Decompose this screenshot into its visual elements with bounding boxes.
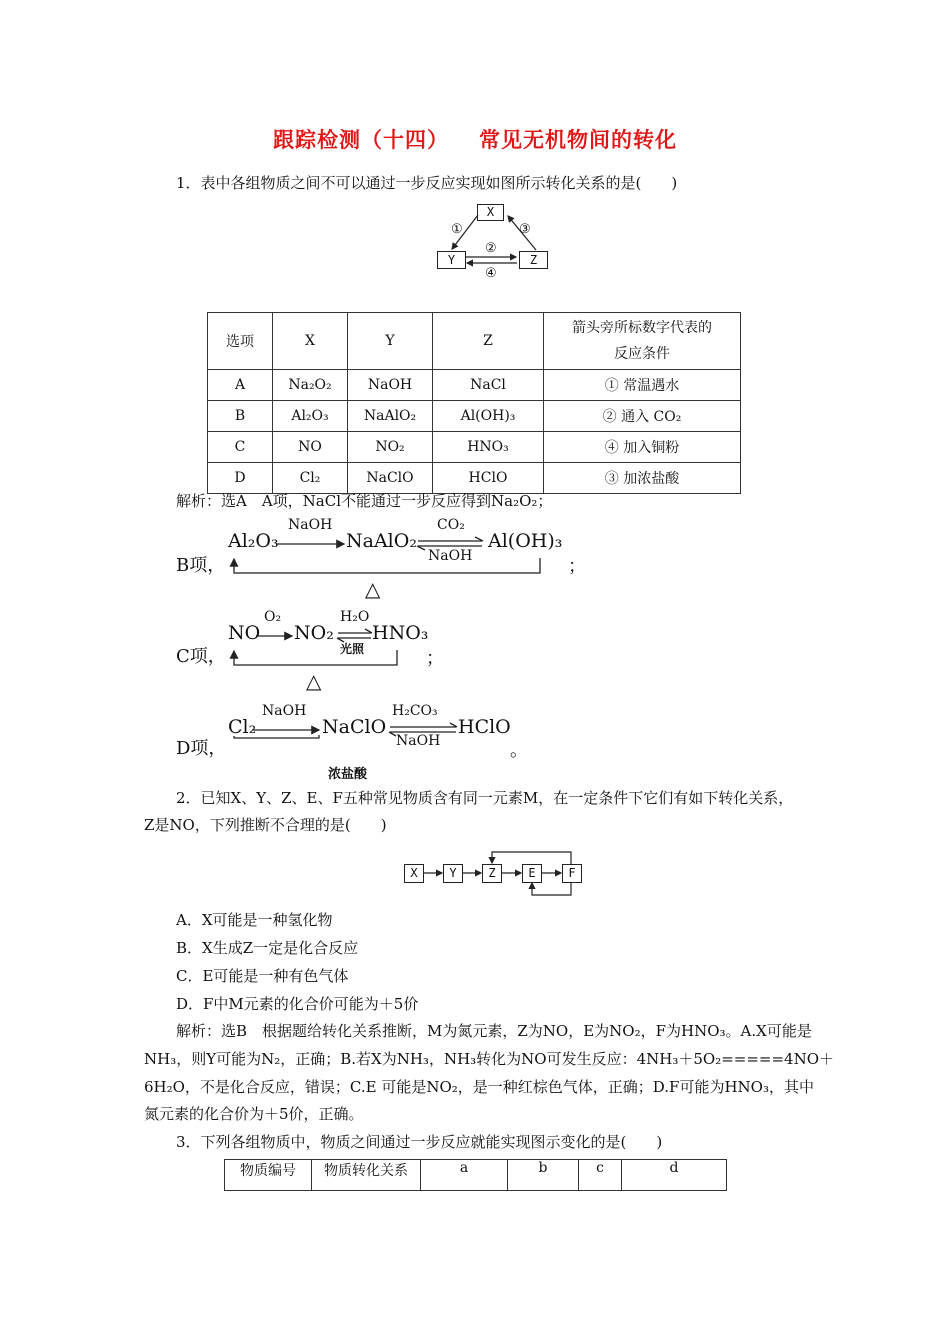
cell: B [208, 401, 273, 432]
eq-b-s2: NaAlO₂ [346, 530, 417, 552]
th-relation: 物质转化关系 [312, 1160, 421, 1191]
box-x: X [404, 864, 424, 883]
th-a: a [421, 1160, 508, 1191]
q2-flow-arrows [400, 835, 590, 905]
box-y: Y [437, 251, 466, 269]
eq-d-c2top: H₂CO₃ [392, 703, 438, 719]
label-2: ② [485, 241, 497, 256]
title-part1: 跟踪检测（十四） [273, 127, 449, 152]
cell: ① 常温遇水 [544, 370, 741, 401]
cell: A [208, 370, 273, 401]
table-row [208, 370, 741, 401]
q3-stem: 3．下列各组物质中，物质之间通过一步反应就能实现图示变化的是( ) [176, 1133, 663, 1151]
cell: Al₂O₃ [273, 401, 348, 432]
q3-table [224, 1159, 727, 1191]
box-e: E [522, 864, 542, 883]
th-d: d [622, 1160, 727, 1191]
q1-stem: 1．表中各组物质之间不可以通过一步反应实现如图所示转化关系的是( ) [176, 174, 678, 192]
q2-option-d: D．F中M元素的化合价可能为＋5价 [176, 995, 419, 1013]
th-b: b [508, 1160, 579, 1191]
cell: Al(OH)₃ [433, 401, 544, 432]
eq-b-s1: Al₂O₃ [228, 530, 279, 552]
q2-option-a: A．X可能是一种氢化物 [176, 911, 333, 929]
eq-d-s1: Cl₂ [228, 716, 257, 738]
q2-analysis-line2: NH₃，则Y可能为N₂，正确；B.若X为NH₃，NH₃转化为NO可发生反应：4NH₃＋5O₂=====4NO＋ [144, 1050, 835, 1068]
th-x: X [273, 313, 348, 370]
q2-analysis-line4: 氮元素的化合价为＋5价，正确。 [144, 1105, 364, 1123]
eq-d-label: D项， [176, 738, 227, 759]
eq-c-s1: NO [228, 622, 261, 644]
eq-c-s2: NO₂ [294, 622, 334, 644]
cell: Na₂O₂ [273, 370, 348, 401]
label-4: ④ [485, 266, 497, 281]
th-condition-line1: 箭头旁所标数字代表的 [572, 320, 712, 336]
cell: HClO [433, 463, 544, 494]
eq-d-c2bot: NaOH [396, 733, 441, 749]
eq-c-c2bot: 光照 [340, 642, 365, 656]
cell: NaOH [348, 370, 433, 401]
eq-d-c1: NaOH [262, 703, 307, 719]
eq-d-back-cond: 浓盐酸 [328, 767, 368, 782]
cell: ③ 加浓盐酸 [544, 463, 741, 494]
eq-c-s3: HNO₃ [372, 622, 429, 644]
q2-analysis-line1: 解析：选B 根据题给转化关系推断，M为氮元素，Z为NO，E为NO₂，F为HNO₃。A.X可能是 [176, 1022, 812, 1040]
th-item-number: 物质编号 [225, 1160, 312, 1191]
q2-option-c: C．E可能是一种有色气体 [176, 967, 349, 985]
cell: D [208, 463, 273, 494]
q1-table [207, 312, 741, 494]
eq-b-c1: NaOH [288, 517, 333, 533]
eq-b-c2bot: NaOH [428, 548, 473, 564]
eq-c-end: ； [426, 648, 444, 669]
label-1: ① [451, 222, 463, 237]
table-row [208, 432, 741, 463]
page-title [0, 124, 950, 154]
cell: NaCl [433, 370, 544, 401]
cell: NO [273, 432, 348, 463]
cell: NO₂ [348, 432, 433, 463]
eq-b-arrows [225, 530, 555, 580]
eq-d-s2: NaClO [322, 716, 387, 738]
table-row [208, 463, 741, 494]
eq-c-arrows [225, 622, 415, 672]
q2-option-b: B．X生成Z一定是化合反应 [176, 939, 359, 957]
eq-c-c1: O₂ [264, 609, 282, 625]
q2-analysis-line3: 6H₂O，不是化合反应，错误；C.E 可能是NO₂，是一种红棕色气体，正确；D.F可能为HNO₃，其中 [144, 1078, 814, 1096]
box-f: F [562, 864, 582, 883]
cell: HNO₃ [433, 432, 544, 463]
q2-stem-line2: Z是NO，下列推断不合理的是( ) [144, 816, 387, 834]
title-part2: 常见无机物间的转化 [479, 127, 677, 152]
eq-b-label: B项， [176, 555, 226, 576]
eq-b-c2top: CO₂ [437, 517, 465, 533]
cell: NaClO [348, 463, 433, 494]
cell: ② 通入 CO₂ [544, 401, 741, 432]
eq-d-s3: HClO [458, 716, 511, 738]
eq-c-label: C项， [176, 646, 226, 667]
box-y: Y [443, 864, 463, 883]
cell: NaAlO₂ [348, 401, 433, 432]
eq-d-end: 。 [510, 740, 528, 761]
box-z: Z [482, 864, 502, 883]
eq-b-back-cond: △ [365, 577, 381, 601]
th-z: Z [433, 313, 544, 370]
th-condition [544, 313, 741, 370]
eq-b-s3: Al(OH)₃ [488, 530, 563, 552]
eq-c-back-cond: △ [306, 669, 322, 693]
eq-d-arrows [225, 716, 495, 756]
box-z: Z [519, 251, 548, 269]
cell: C [208, 432, 273, 463]
label-3: ③ [519, 222, 531, 237]
th-condition-line2: 反应条件 [614, 346, 670, 362]
th-c: c [579, 1160, 622, 1191]
eq-c-c2top: H₂O [340, 609, 370, 625]
eq-b-end: ； [568, 556, 586, 577]
box-x: X [477, 204, 504, 221]
th-y: Y [348, 313, 433, 370]
cell: Cl₂ [273, 463, 348, 494]
th-option: 选项 [208, 313, 273, 370]
q1-analysis: 解析：选A A项，NaCl不能通过一步反应得到Na₂O₂； [176, 492, 553, 510]
q2-stem-line1: 2．已知X、Y、Z、E、F五种常见物质含有同一元素M，在一定条件下它们有如下转化关系， [176, 789, 794, 807]
cell: ④ 加入铜粉 [544, 432, 741, 463]
table-row [208, 401, 741, 432]
